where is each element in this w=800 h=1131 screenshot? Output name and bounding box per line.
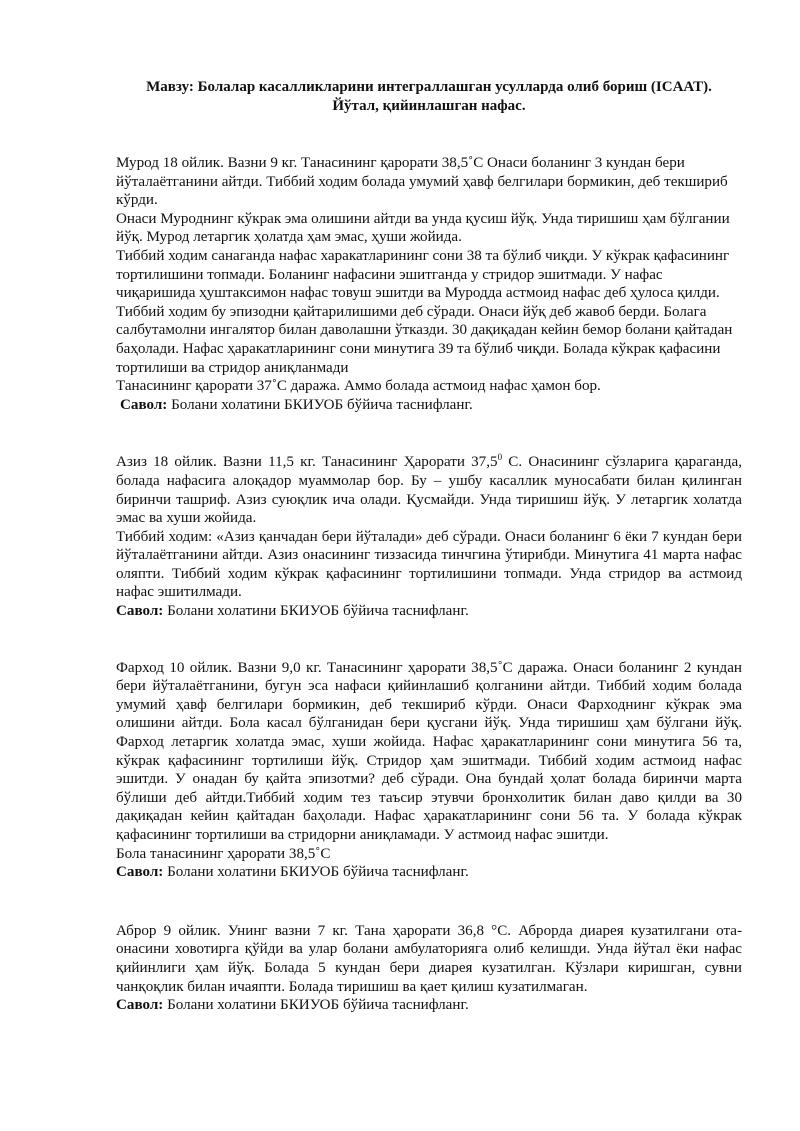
case-paragraph: Танасининг қарорати 37˚С даража. Аммо болада астмоид нафас ҳамон бор. <box>116 378 601 395</box>
question-text: Болани холатини БКИУОБ бўйича таснифланг. <box>163 603 469 620</box>
document-page <box>116 0 742 1015</box>
paragraph-text: С. Онасининг сўзларига қараганда, болада нафасига алоқадор муаммолар бор. Бу – ушбу касаллик муносабати билан қилинган биринчи ташриф. Азиз суюқлик ича олади. Қусмайди. Унда тиришиш йўқ. У летаргик холатда эмас ва хуши жойида. <box>116 454 742 527</box>
degree-superscript: 0 <box>497 452 503 463</box>
question-text: Болани холатини БКИУОБ бўйича таснифланг. <box>167 396 473 413</box>
question-label: Савол: <box>116 997 164 1014</box>
case-paragraph: Онаси Муроднинг кўкрак эма олишини айтди ва унда қусиш йўқ. Унда тиришиш ҳам бўлгании йўқ. Мурод летаргик ҳолатда ҳам эмас, ҳуши жойида. <box>116 210 730 246</box>
case-aziz <box>116 453 742 620</box>
case-question <box>116 863 742 882</box>
question-label: Савол: <box>116 864 164 881</box>
case-question <box>116 602 742 621</box>
case-question <box>116 396 742 415</box>
title-line-1: Мавзу: Болалар касалликларини интеграллашган усулларда олиб бориш (ICAAT). <box>146 79 712 95</box>
title-line-2: Йўтал, қийинлашган нафас. <box>332 98 526 114</box>
question-text: Болани холатини БКИУОБ бўйича таснифланг. <box>163 997 469 1014</box>
case-paragraph <box>116 453 742 527</box>
case-paragraph: Фарход 10 ойлик. Вазни 9,0 кг. Танасининг ҳарорати 38,5˚С даража. Онаси боланинг 2 кундан бери йўталаётганини, бугун эса нафаси қийинлашиб қолганини айтди. Тиббий ходим болада умумий ҳавф белгилари бормикин, деб текшириб кўрди. Онаси Фарходнинг кўкрак эма олишини айтди. Бола касал бўлганидан бери қусгани йўқ. Унда тиришиш ҳам бўлгани йўқ. Фарход летаргик холатда эмас, хуши жойида. Нафас ҳаракатларининг сони минутига 56 та, кўкрак қафасининг тортилиши йўқ. Стридор ҳам эшитмади. Тиббий ходим астмоид нафас эшитди. У онадан бу қайта эпизотми? деб сўради. Она бундай ҳолат болада биринчи марта бўлиши деб айтди.Тиббий ходим тез таъсир этувчи бронхолитик билан даво қилди ва 30 дақиқадан кейин қайтадан баҳолади. Нафас ҳаракатларининг сони 56 та. У болада кўкрак қафасининг тортилиши ва стридорни аниқламади. У астмоид нафас эшитди. <box>116 659 742 843</box>
case-paragraph: Тиббий ходим санаганда нафас харакатларининг сони 38 та бўлиб чиқди. У кўкрак қафасининг тортилишини топмади. Боланинг нафасини эшитганда у стридор эшитмади. У нафас чиқаришида ҳуштаксимон нафас товуш эшитди ва Муродда астмоид нафас деб ҳулоса қилди. Тиббий ходим бу эпизодни қайтарилишими деб сўради. Онаси йўқ деб жавоб берди. Болага салбутамолни ингалятор билан даволашни ўтказди. 30 дақиқадан кейин бемор болани қайтадан баҳолади. Нафас ҳаракатларининг сони минутига 39 та бўлиб чиқди. Болада кўкрак қафасини тортилиши ва стридор аниқланмади <box>116 247 733 376</box>
case-farhod <box>116 659 742 882</box>
document-title <box>116 78 742 116</box>
case-paragraph: Бола танасининг ҳарорати 38,5˚С <box>116 845 331 862</box>
question-label: Савол: <box>116 603 164 620</box>
case-murod <box>116 154 742 414</box>
question-label: Савол: <box>120 396 168 413</box>
paragraph-text: Азиз 18 ойлик. Вазни 11,5 кг. Танасининг Ҳарорати 37,5 <box>116 454 498 471</box>
case-paragraph: Тиббий ходим: «Азиз қанчадан бери йўталади» деб сўради. Онаси боланинг 6 ёки 7 кундан бери йўталаётганини айтди. Азиз онасининг тиззасида тинчгина ўтирибди. Минутига 41 марта нафас оляпти. Тиббий ходим кўкрак қафасининг тортилишини топмади. Унда стридор ва астмоид нафас эшитилмади. <box>116 528 742 601</box>
question-text: Болани холатини БКИУОБ бўйича таснифланг. <box>163 864 469 881</box>
case-paragraph: Аброр 9 ойлик. Унинг вазни 7 кг. Тана ҳарорати 36,8 °С. Аброрда диарея кузатилгани ота-онасини ховотирга қўйди ва улар болани амбулаторияга олиб келишди. Унда йўтал ёки нафас қийинлиги ҳам йўқ. Болада 5 кундан бери диарея кузатилган. Кўзлари киришган, сувни чанқоқлик билан ичаяпти. Болада тиришиш ва қает қилиш кузатилмаган. <box>116 922 742 995</box>
case-abror <box>116 922 742 1015</box>
case-question <box>116 996 742 1015</box>
case-paragraph: Мурод 18 ойлик. Вазни 9 кг. Танасининг қарорати 38,5˚С Онаси боланинг 3 кундан бери йўталаётганини айтди. Тиббий ходим болада умумий ҳавф белгилари бормикин, деб текшириб кўрди. <box>116 155 728 209</box>
